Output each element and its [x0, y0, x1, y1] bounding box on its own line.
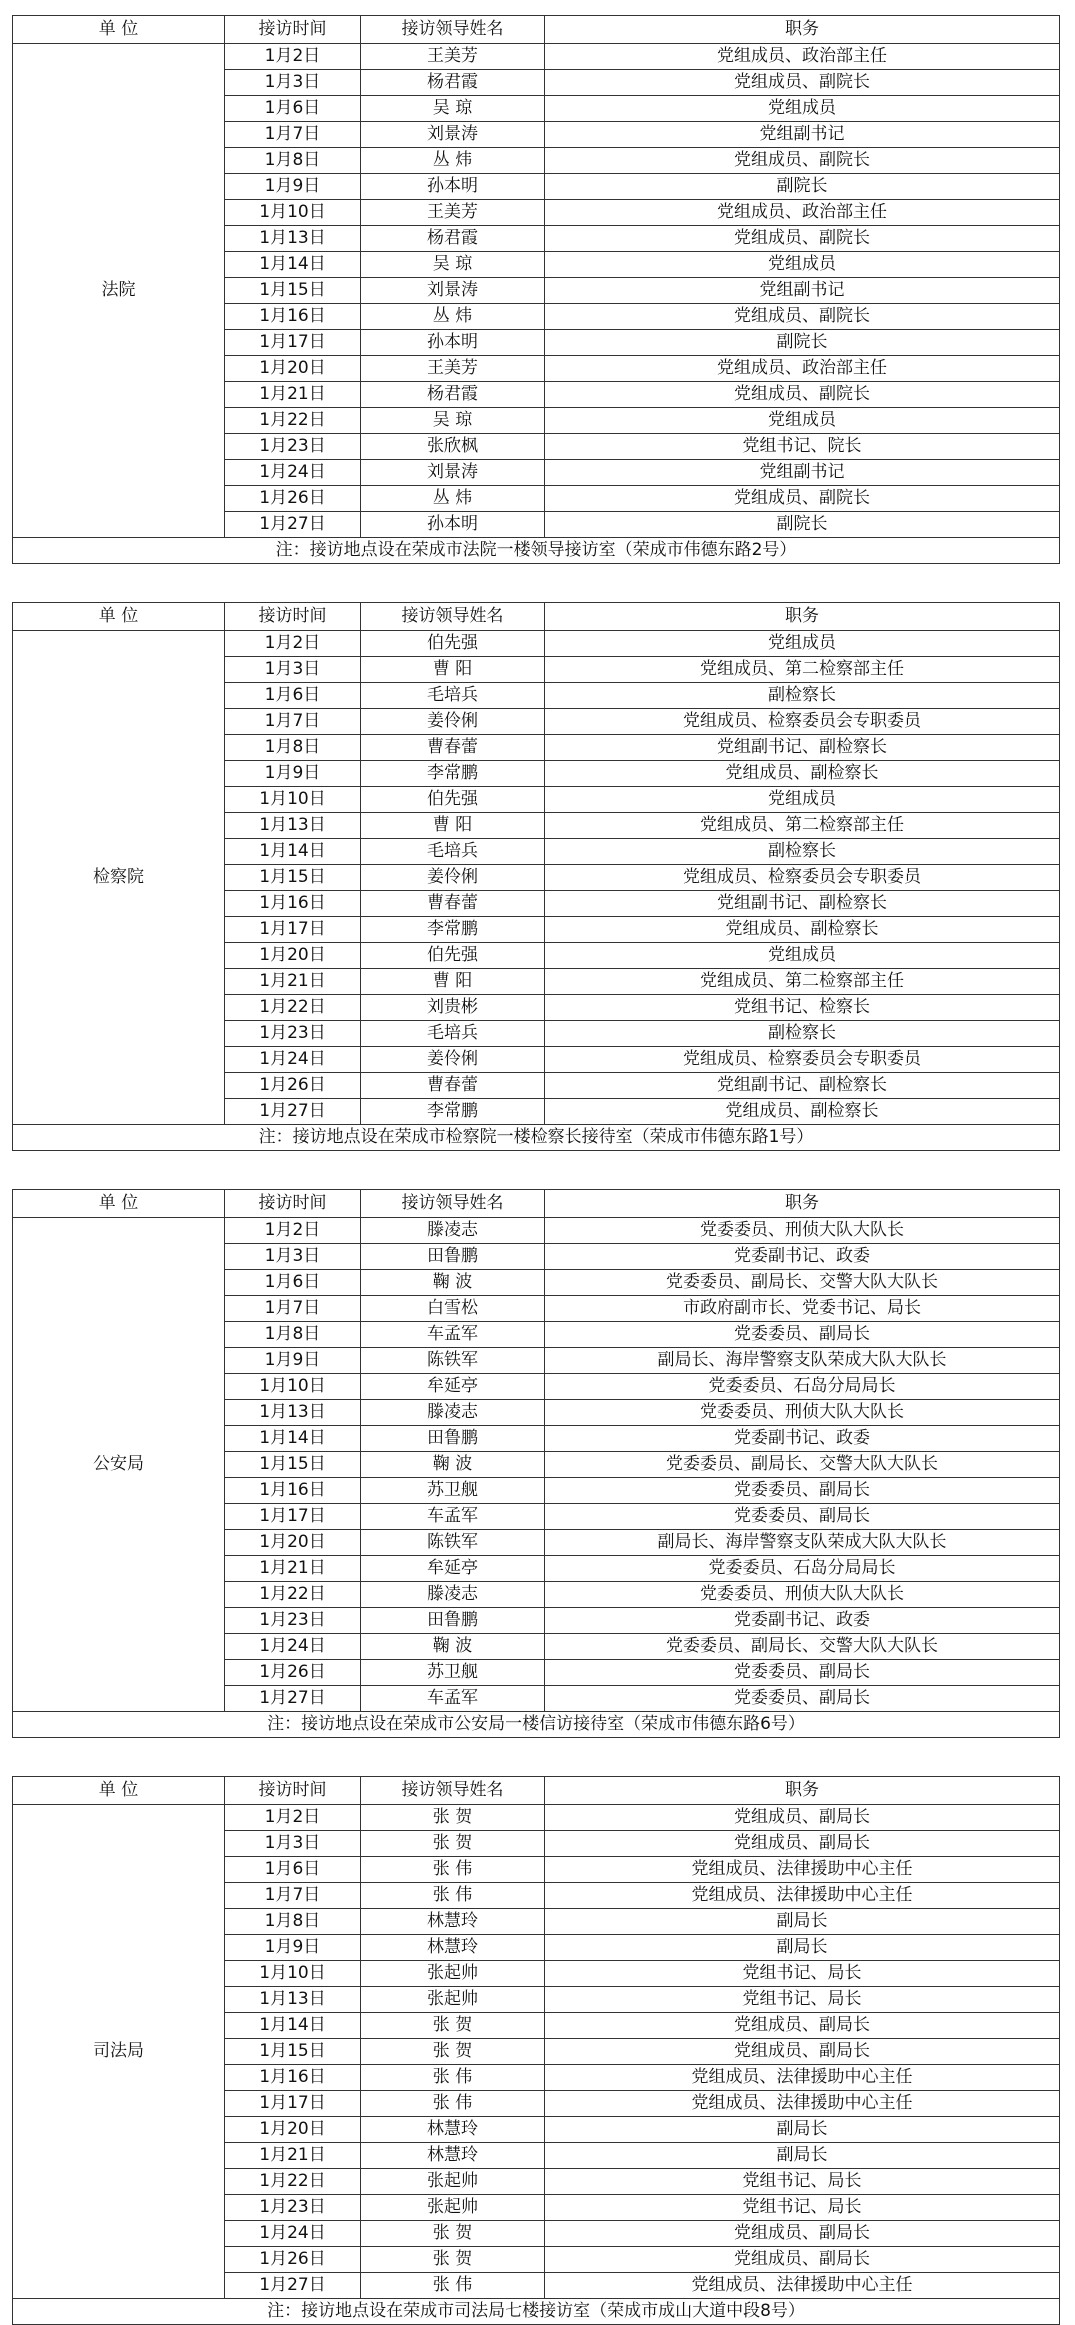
- position-cell: 党组成员: [545, 943, 1060, 969]
- date-cell: 1月23日: [225, 1608, 361, 1634]
- date-cell: 1月23日: [225, 434, 361, 460]
- schedule-table: [12, 602, 1060, 1151]
- position-cell: 党组书记、局长: [545, 1987, 1060, 2013]
- date-cell: 1月3日: [225, 70, 361, 96]
- date-cell: 1月15日: [225, 1452, 361, 1478]
- position-cell: 党组副书记、副检察长: [545, 1073, 1060, 1099]
- position-cell: 党组成员、副院长: [545, 70, 1060, 96]
- header-position: 职务: [545, 1777, 1060, 1805]
- position-cell: 副院长: [545, 330, 1060, 356]
- position-cell: 党组成员、检察委员会专职委员: [545, 865, 1060, 891]
- date-cell: 1月6日: [225, 1857, 361, 1883]
- date-cell: 1月9日: [225, 1348, 361, 1374]
- position-cell: 党组书记、局长: [545, 2195, 1060, 2221]
- leader-name-cell: 曹春蕾: [361, 735, 545, 761]
- position-cell: 党组副书记、副检察长: [545, 891, 1060, 917]
- position-cell: 副局长、海岸警察支队荣成大队大队长: [545, 1530, 1060, 1556]
- header-leader: 接访领导姓名: [361, 16, 545, 44]
- note-row: [13, 1712, 1060, 1738]
- leader-name-cell: 张 伟: [361, 1883, 545, 1909]
- position-cell: 党组成员、检察委员会专职委员: [545, 709, 1060, 735]
- header-position: 职务: [545, 603, 1060, 631]
- date-cell: 1月10日: [225, 1374, 361, 1400]
- date-cell: 1月13日: [225, 813, 361, 839]
- date-cell: 1月13日: [225, 226, 361, 252]
- position-cell: 副局长、海岸警察支队荣成大队大队长: [545, 1348, 1060, 1374]
- date-cell: 1月21日: [225, 1556, 361, 1582]
- leader-name-cell: 牟延亭: [361, 1556, 545, 1582]
- leader-name-cell: 姜伶俐: [361, 1047, 545, 1073]
- leader-name-cell: 林慧玲: [361, 1935, 545, 1961]
- date-cell: 1月23日: [225, 1021, 361, 1047]
- date-cell: 1月17日: [225, 1504, 361, 1530]
- date-cell: 1月10日: [225, 200, 361, 226]
- leader-name-cell: 张 贺: [361, 1805, 545, 1831]
- note-row: [13, 2299, 1060, 2325]
- leader-name-cell: 李常鹏: [361, 1099, 545, 1125]
- position-cell: 党委副书记、政委: [545, 1244, 1060, 1270]
- location-note: 注：接访地点设在荣成市司法局七楼接访室（荣成市成山大道中段8号）: [13, 2299, 1060, 2325]
- leader-name-cell: 林慧玲: [361, 1909, 545, 1935]
- header-row: [13, 603, 1060, 631]
- section-gap: [12, 1151, 1059, 1189]
- position-cell: 党委委员、副局长: [545, 1478, 1060, 1504]
- date-cell: 1月2日: [225, 1218, 361, 1244]
- date-cell: 1月27日: [225, 512, 361, 538]
- date-cell: 1月9日: [225, 174, 361, 200]
- position-cell: 党组书记、局长: [545, 2169, 1060, 2195]
- leader-name-cell: 田鲁鹏: [361, 1608, 545, 1634]
- leader-name-cell: 吴 琼: [361, 252, 545, 278]
- date-cell: 1月17日: [225, 2091, 361, 2117]
- date-cell: 1月26日: [225, 2247, 361, 2273]
- position-cell: 党组副书记: [545, 278, 1060, 304]
- position-cell: 党组成员: [545, 787, 1060, 813]
- date-cell: 1月22日: [225, 2169, 361, 2195]
- unit-cell: 检察院: [13, 631, 225, 1125]
- leader-name-cell: 牟延亭: [361, 1374, 545, 1400]
- date-cell: 1月23日: [225, 2195, 361, 2221]
- schedule-table: [12, 1189, 1060, 1738]
- location-note: 注：接访地点设在荣成市公安局一楼信访接待室（荣成市伟德东路6号）: [13, 1712, 1060, 1738]
- leader-name-cell: 滕凌志: [361, 1218, 545, 1244]
- leader-name-cell: 张欣枫: [361, 434, 545, 460]
- position-cell: 党组成员、副局长: [545, 2013, 1060, 2039]
- position-cell: 党委委员、刑侦大队大队长: [545, 1218, 1060, 1244]
- position-cell: 党委委员、刑侦大队大队长: [545, 1582, 1060, 1608]
- position-cell: 副检察长: [545, 1021, 1060, 1047]
- position-cell: 党组成员、副院长: [545, 148, 1060, 174]
- section-gap: [12, 564, 1059, 602]
- position-cell: 党委委员、副局长: [545, 1660, 1060, 1686]
- position-cell: 党委委员、副局长、交警大队大队长: [545, 1634, 1060, 1660]
- date-cell: 1月6日: [225, 683, 361, 709]
- position-cell: 党组成员、法律援助中心主任: [545, 2065, 1060, 2091]
- header-leader: 接访领导姓名: [361, 1777, 545, 1805]
- leader-name-cell: 毛培兵: [361, 1021, 545, 1047]
- leader-name-cell: 鞠 波: [361, 1452, 545, 1478]
- position-cell: 党组成员、政治部主任: [545, 44, 1060, 70]
- header-time: 接访时间: [225, 16, 361, 44]
- leader-name-cell: 王美芳: [361, 356, 545, 382]
- position-cell: 党组成员、副局长: [545, 1805, 1060, 1831]
- position-cell: 党组成员、副局长: [545, 2247, 1060, 2273]
- position-cell: 党组成员: [545, 96, 1060, 122]
- leader-name-cell: 鞠 波: [361, 1634, 545, 1660]
- position-cell: 党组成员、第二检察部主任: [545, 813, 1060, 839]
- date-cell: 1月17日: [225, 330, 361, 356]
- date-cell: 1月22日: [225, 1582, 361, 1608]
- leader-name-cell: 伯先强: [361, 631, 545, 657]
- date-cell: 1月3日: [225, 1831, 361, 1857]
- position-cell: 党组成员、法律援助中心主任: [545, 2273, 1060, 2299]
- header-row: [13, 1190, 1060, 1218]
- header-unit: 单 位: [13, 16, 225, 44]
- table-row: [13, 1218, 1060, 1244]
- date-cell: 1月6日: [225, 1270, 361, 1296]
- leader-name-cell: 陈铁军: [361, 1530, 545, 1556]
- date-cell: 1月2日: [225, 1805, 361, 1831]
- leader-name-cell: 王美芳: [361, 44, 545, 70]
- position-cell: 党组成员、副局长: [545, 2221, 1060, 2247]
- table-row: [13, 1805, 1060, 1831]
- position-cell: 党组成员: [545, 408, 1060, 434]
- header-unit: 单 位: [13, 603, 225, 631]
- leader-name-cell: 林慧玲: [361, 2117, 545, 2143]
- date-cell: 1月16日: [225, 304, 361, 330]
- leader-name-cell: 孙本明: [361, 174, 545, 200]
- position-cell: 党组成员、副检察长: [545, 761, 1060, 787]
- leader-name-cell: 田鲁鹏: [361, 1426, 545, 1452]
- leader-name-cell: 张 伟: [361, 2091, 545, 2117]
- header-time: 接访时间: [225, 1777, 361, 1805]
- header-row: [13, 1777, 1060, 1805]
- date-cell: 1月14日: [225, 1426, 361, 1452]
- position-cell: 党委委员、副局长: [545, 1322, 1060, 1348]
- leader-name-cell: 孙本明: [361, 512, 545, 538]
- header-unit: 单 位: [13, 1777, 225, 1805]
- date-cell: 1月17日: [225, 917, 361, 943]
- date-cell: 1月26日: [225, 486, 361, 512]
- leader-name-cell: 鞠 波: [361, 1270, 545, 1296]
- date-cell: 1月15日: [225, 278, 361, 304]
- date-cell: 1月15日: [225, 2039, 361, 2065]
- leader-name-cell: 曹 阳: [361, 813, 545, 839]
- section-gap: [12, 1738, 1059, 1776]
- note-row: [13, 1125, 1060, 1151]
- date-cell: 1月20日: [225, 943, 361, 969]
- date-cell: 1月26日: [225, 1073, 361, 1099]
- leader-name-cell: 张 伟: [361, 2065, 545, 2091]
- position-cell: 党组成员: [545, 631, 1060, 657]
- header-position: 职务: [545, 16, 1060, 44]
- location-note: 注：接访地点设在荣成市检察院一楼检察长接待室（荣成市伟德东路1号）: [13, 1125, 1060, 1151]
- date-cell: 1月7日: [225, 122, 361, 148]
- position-cell: 党委委员、副局长: [545, 1686, 1060, 1712]
- leader-name-cell: 滕凌志: [361, 1400, 545, 1426]
- position-cell: 市政府副市长、党委书记、局长: [545, 1296, 1060, 1322]
- leader-name-cell: 苏卫舰: [361, 1478, 545, 1504]
- leader-name-cell: 吴 琼: [361, 408, 545, 434]
- unit-cell: 公安局: [13, 1218, 225, 1712]
- date-cell: 1月27日: [225, 2273, 361, 2299]
- leader-name-cell: 杨君霞: [361, 70, 545, 96]
- date-cell: 1月16日: [225, 891, 361, 917]
- position-cell: 副检察长: [545, 683, 1060, 709]
- date-cell: 1月22日: [225, 408, 361, 434]
- leader-name-cell: 丛 炜: [361, 148, 545, 174]
- date-cell: 1月16日: [225, 1478, 361, 1504]
- date-cell: 1月10日: [225, 1961, 361, 1987]
- leader-name-cell: 曹 阳: [361, 657, 545, 683]
- leader-name-cell: 杨君霞: [361, 226, 545, 252]
- location-note: 注：接访地点设在荣成市法院一楼领导接访室（荣成市伟德东路2号）: [13, 538, 1060, 564]
- date-cell: 1月24日: [225, 1634, 361, 1660]
- header-position: 职务: [545, 1190, 1060, 1218]
- position-cell: 副检察长: [545, 839, 1060, 865]
- position-cell: 党委副书记、政委: [545, 1608, 1060, 1634]
- leader-name-cell: 伯先强: [361, 943, 545, 969]
- position-cell: 党组成员、副院长: [545, 226, 1060, 252]
- position-cell: 党委委员、副局长: [545, 1504, 1060, 1530]
- position-cell: 党组成员、副院长: [545, 382, 1060, 408]
- date-cell: 1月8日: [225, 735, 361, 761]
- date-cell: 1月27日: [225, 1099, 361, 1125]
- leader-name-cell: 伯先强: [361, 787, 545, 813]
- position-cell: 党组副书记: [545, 122, 1060, 148]
- date-cell: 1月2日: [225, 631, 361, 657]
- leader-name-cell: 杨君霞: [361, 382, 545, 408]
- header-unit: 单 位: [13, 1190, 225, 1218]
- position-cell: 党委委员、副局长、交警大队大队长: [545, 1270, 1060, 1296]
- leader-name-cell: 车孟军: [361, 1504, 545, 1530]
- date-cell: 1月24日: [225, 1047, 361, 1073]
- leader-name-cell: 张起帅: [361, 2195, 545, 2221]
- date-cell: 1月21日: [225, 382, 361, 408]
- date-cell: 1月2日: [225, 44, 361, 70]
- position-cell: 党组书记、检察长: [545, 995, 1060, 1021]
- leader-name-cell: 姜伶俐: [361, 709, 545, 735]
- date-cell: 1月21日: [225, 969, 361, 995]
- date-cell: 1月14日: [225, 252, 361, 278]
- date-cell: 1月16日: [225, 2065, 361, 2091]
- position-cell: 党组成员、副检察长: [545, 1099, 1060, 1125]
- header-row: [13, 16, 1060, 44]
- date-cell: 1月14日: [225, 2013, 361, 2039]
- date-cell: 1月8日: [225, 1909, 361, 1935]
- leader-name-cell: 苏卫舰: [361, 1660, 545, 1686]
- leader-name-cell: 张 贺: [361, 2247, 545, 2273]
- date-cell: 1月24日: [225, 2221, 361, 2247]
- date-cell: 1月3日: [225, 657, 361, 683]
- date-cell: 1月10日: [225, 787, 361, 813]
- date-cell: 1月8日: [225, 148, 361, 174]
- schedule-table: [12, 1776, 1060, 2325]
- leader-name-cell: 张 贺: [361, 2039, 545, 2065]
- position-cell: 副院长: [545, 512, 1060, 538]
- position-cell: 党组书记、院长: [545, 434, 1060, 460]
- date-cell: 1月26日: [225, 1660, 361, 1686]
- date-cell: 1月9日: [225, 1935, 361, 1961]
- leader-name-cell: 刘景涛: [361, 278, 545, 304]
- leader-name-cell: 刘景涛: [361, 122, 545, 148]
- date-cell: 1月20日: [225, 2117, 361, 2143]
- position-cell: 党委委员、副局长、交警大队大队长: [545, 1452, 1060, 1478]
- position-cell: 党组成员、副院长: [545, 486, 1060, 512]
- leader-name-cell: 曹春蕾: [361, 1073, 545, 1099]
- leader-name-cell: 曹春蕾: [361, 891, 545, 917]
- position-cell: 党组成员: [545, 252, 1060, 278]
- date-cell: 1月20日: [225, 356, 361, 382]
- date-cell: 1月7日: [225, 1883, 361, 1909]
- date-cell: 1月9日: [225, 761, 361, 787]
- leader-name-cell: 毛培兵: [361, 839, 545, 865]
- position-cell: 党组成员、第二检察部主任: [545, 969, 1060, 995]
- position-cell: 党委委员、石岛分局局长: [545, 1556, 1060, 1582]
- unit-cell: 法院: [13, 44, 225, 538]
- position-cell: 党委委员、石岛分局局长: [545, 1374, 1060, 1400]
- leader-name-cell: 李常鹏: [361, 761, 545, 787]
- position-cell: 党组成员、第二检察部主任: [545, 657, 1060, 683]
- table-row: [13, 631, 1060, 657]
- position-cell: 党组成员、法律援助中心主任: [545, 1883, 1060, 1909]
- date-cell: 1月13日: [225, 1987, 361, 2013]
- leader-name-cell: 刘景涛: [361, 460, 545, 486]
- position-cell: 党组成员、法律援助中心主任: [545, 2091, 1060, 2117]
- leader-name-cell: 张起帅: [361, 1987, 545, 2013]
- position-cell: 副局长: [545, 1909, 1060, 1935]
- table-row: [13, 44, 1060, 70]
- position-cell: 党组成员、副局长: [545, 1831, 1060, 1857]
- date-cell: 1月3日: [225, 1244, 361, 1270]
- date-cell: 1月13日: [225, 1400, 361, 1426]
- date-cell: 1月8日: [225, 1322, 361, 1348]
- schedule-table: [12, 15, 1060, 564]
- date-cell: 1月14日: [225, 839, 361, 865]
- date-cell: 1月6日: [225, 96, 361, 122]
- position-cell: 党委副书记、政委: [545, 1426, 1060, 1452]
- leader-name-cell: 滕凌志: [361, 1582, 545, 1608]
- date-cell: 1月24日: [225, 460, 361, 486]
- date-cell: 1月20日: [225, 1530, 361, 1556]
- date-cell: 1月21日: [225, 2143, 361, 2169]
- position-cell: 党组成员、副院长: [545, 304, 1060, 330]
- position-cell: 党组成员、副检察长: [545, 917, 1060, 943]
- leader-name-cell: 张 伟: [361, 1857, 545, 1883]
- leader-name-cell: 张起帅: [361, 2169, 545, 2195]
- position-cell: 副局长: [545, 2143, 1060, 2169]
- leader-name-cell: 张 贺: [361, 1831, 545, 1857]
- leader-name-cell: 曹 阳: [361, 969, 545, 995]
- date-cell: 1月7日: [225, 1296, 361, 1322]
- leader-name-cell: 白雪松: [361, 1296, 545, 1322]
- position-cell: 党组成员、政治部主任: [545, 356, 1060, 382]
- leader-name-cell: 毛培兵: [361, 683, 545, 709]
- leader-name-cell: 刘贵彬: [361, 995, 545, 1021]
- leader-name-cell: 张 伟: [361, 2273, 545, 2299]
- position-cell: 副局长: [545, 1935, 1060, 1961]
- position-cell: 党委委员、刑侦大队大队长: [545, 1400, 1060, 1426]
- position-cell: 党组成员、检察委员会专职委员: [545, 1047, 1060, 1073]
- position-cell: 副院长: [545, 174, 1060, 200]
- date-cell: 1月22日: [225, 995, 361, 1021]
- leader-name-cell: 车孟军: [361, 1686, 545, 1712]
- schedule-page: [12, 15, 1059, 2325]
- leader-name-cell: 孙本明: [361, 330, 545, 356]
- position-cell: 党组书记、局长: [545, 1961, 1060, 1987]
- leader-name-cell: 林慧玲: [361, 2143, 545, 2169]
- header-leader: 接访领导姓名: [361, 603, 545, 631]
- header-time: 接访时间: [225, 1190, 361, 1218]
- position-cell: 党组成员、政治部主任: [545, 200, 1060, 226]
- leader-name-cell: 丛 炜: [361, 304, 545, 330]
- leader-name-cell: 张 贺: [361, 2221, 545, 2247]
- leader-name-cell: 李常鹏: [361, 917, 545, 943]
- date-cell: 1月27日: [225, 1686, 361, 1712]
- leader-name-cell: 田鲁鹏: [361, 1244, 545, 1270]
- position-cell: 党组副书记: [545, 460, 1060, 486]
- date-cell: 1月7日: [225, 709, 361, 735]
- leader-name-cell: 丛 炜: [361, 486, 545, 512]
- position-cell: 党组成员、法律援助中心主任: [545, 1857, 1060, 1883]
- unit-cell: 司法局: [13, 1805, 225, 2299]
- leader-name-cell: 车孟军: [361, 1322, 545, 1348]
- date-cell: 1月15日: [225, 865, 361, 891]
- header-leader: 接访领导姓名: [361, 1190, 545, 1218]
- header-time: 接访时间: [225, 603, 361, 631]
- position-cell: 副局长: [545, 2117, 1060, 2143]
- position-cell: 党组成员、副局长: [545, 2039, 1060, 2065]
- leader-name-cell: 张 贺: [361, 2013, 545, 2039]
- leader-name-cell: 张起帅: [361, 1961, 545, 1987]
- leader-name-cell: 吴 琼: [361, 96, 545, 122]
- note-row: [13, 538, 1060, 564]
- position-cell: 党组副书记、副检察长: [545, 735, 1060, 761]
- leader-name-cell: 王美芳: [361, 200, 545, 226]
- leader-name-cell: 陈铁军: [361, 1348, 545, 1374]
- leader-name-cell: 姜伶俐: [361, 865, 545, 891]
